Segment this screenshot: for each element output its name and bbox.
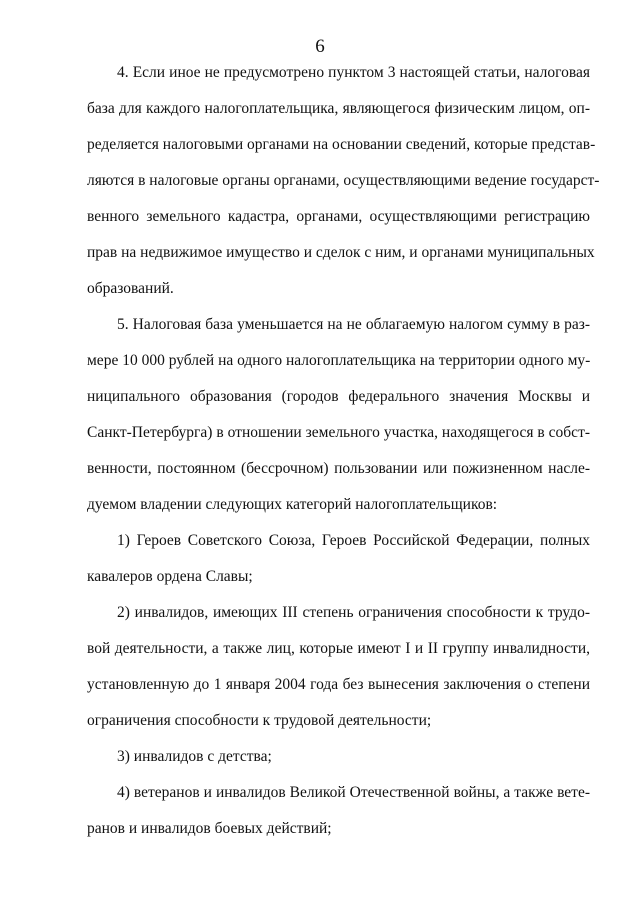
text-line: кавалеров ордена Славы; bbox=[87, 568, 253, 585]
text-line: прав на недвижимое имущество и сделок с ним, и органами муниципальных bbox=[87, 244, 595, 261]
text-line: ранов и инвалидов боевых действий; bbox=[87, 820, 332, 837]
text-line: 3) инвалидов с детства; bbox=[117, 748, 272, 765]
text-line: мере 10 000 рублей на одного налогоплательщика на территории одного му- bbox=[87, 352, 591, 369]
text-line: установленную до 1 января 2004 года без вынесения заключения о степени bbox=[87, 676, 590, 693]
text-line: вой деятельности, а также лиц, которые имеют I и II группу инвалидности, bbox=[87, 640, 590, 657]
text-line: дуемом владении следующих категорий налогоплательщиков: bbox=[87, 496, 498, 513]
text-line: венного земельного кадастра, органами, осуществляющими регистрацию bbox=[87, 208, 590, 225]
text-line: ограничения способности к трудовой деятельности; bbox=[87, 712, 432, 729]
text-line: 5. Налоговая база уменьшается на не облагаемую налогом сумму в раз- bbox=[117, 316, 590, 333]
text-line: венности, постоянном (бессрочном) пользовании или пожизненном насле- bbox=[87, 460, 590, 477]
text-line: образований. bbox=[87, 280, 174, 297]
text-line: ределяется налоговыми органами на основании сведений, которые представ- bbox=[87, 136, 596, 153]
text-line: ляются в налоговые органы органами, осуществляющими ведение государст- bbox=[87, 172, 600, 189]
text-line: ниципального образования (городов федерального значения Москвы и bbox=[87, 388, 590, 405]
page-number: 6 bbox=[315, 36, 325, 57]
text-line: 4. Если иное не предусмотрено пунктом 3 настоящей статьи, налоговая bbox=[117, 64, 590, 81]
text-line: 1) Героев Советского Союза, Героев Российской Федерации, полных bbox=[117, 532, 590, 549]
text-line: Санкт-Петербурга) в отношении земельного участка, находящегося в собст- bbox=[87, 424, 590, 441]
text-line: база для каждого налогоплательщика, являющегося физическим лицом, оп- bbox=[87, 100, 590, 117]
text-line: 4) ветеранов и инвалидов Великой Отечественной войны, а также вете- bbox=[117, 784, 590, 801]
text-line: 2) инвалидов, имеющих III степень ограничения способности к трудо- bbox=[117, 604, 590, 621]
